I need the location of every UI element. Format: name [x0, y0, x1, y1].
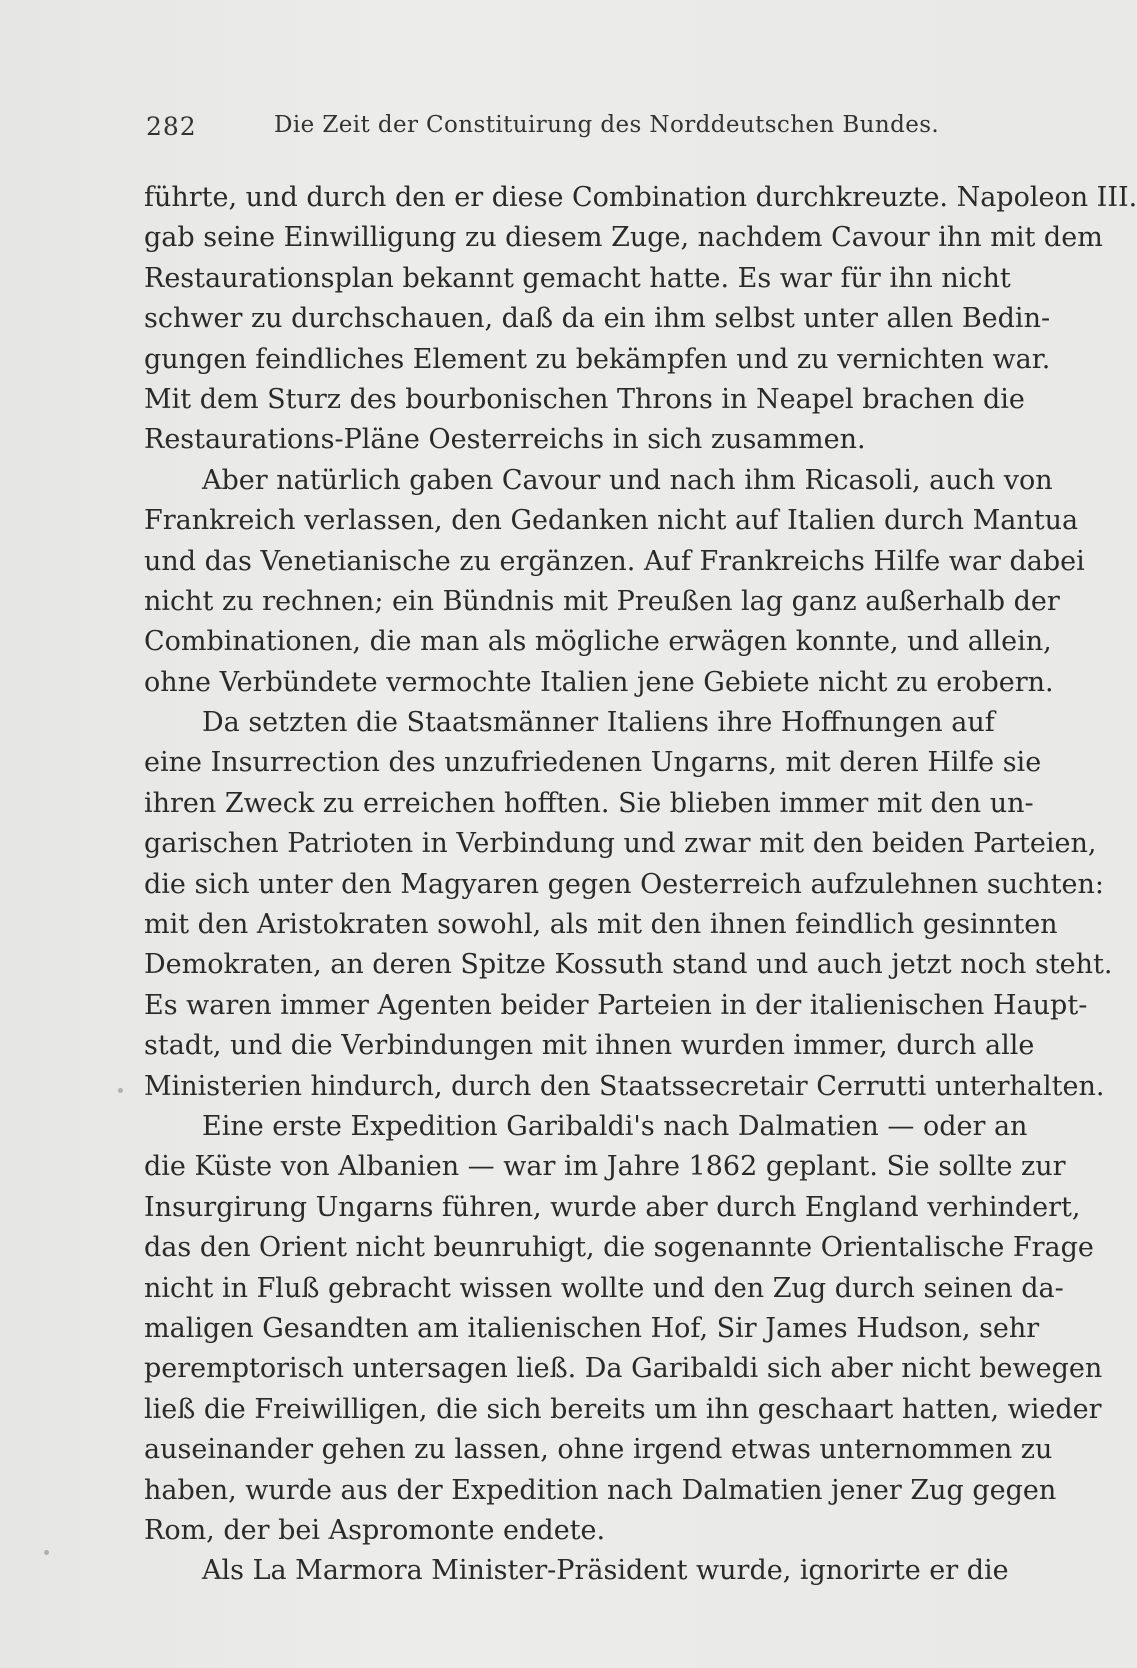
text-line: Es waren immer Agenten beider Parteien in der italienischen Haupt-	[144, 989, 1088, 1021]
text-line: Ministerien hindurch, durch den Staatssecretair Cerrutti unterhalten.	[144, 1070, 1105, 1102]
text-line: das den Orient nicht beunruhigt, die sogenannte Orientalische Frage	[144, 1232, 1094, 1264]
text-line: Restaurations-Pläne Oesterreichs in sich zusammen.	[144, 424, 866, 456]
text-line: Eine erste Expedition Garibaldi's nach Dalmatien — oder an	[202, 1110, 1028, 1142]
text-line: gungen feindliches Element zu bekämpfen und zu vernichten war.	[144, 343, 1051, 375]
text-line: Insurgirung Ungarns führen, wurde aber durch England verhindert,	[144, 1191, 1081, 1223]
body-text	[144, 178, 1137, 1592]
text-line: stadt, und die Verbindungen mit ihnen wurden immer, durch alle	[144, 1030, 1035, 1062]
running-title: Die Zeit der Constituirung des Norddeutschen Bundes.	[274, 112, 940, 138]
text-line: garischen Patrioten in Verbindung und zwar mit den beiden Parteien,	[144, 828, 1097, 860]
text-line: ihren Zweck zu erreichen hofften. Sie blieben immer mit den un-	[144, 787, 1034, 819]
text-line: schwer zu durchschauen, daß da ein ihm selbst unter allen Bedin-	[144, 303, 1051, 335]
paper-blemish	[118, 1088, 123, 1093]
text-line: gab seine Einwilligung zu diesem Zuge, nachdem Cavour ihn mit dem	[144, 222, 1103, 254]
paper-blemish	[44, 1550, 49, 1555]
text-line: peremptorisch untersagen ließ. Da Garibaldi sich aber nicht bewegen	[144, 1353, 1103, 1385]
text-line: ohne Verbündete vermochte Italien jene Gebiete nicht zu erobern.	[144, 666, 1054, 698]
text-line: haben, wurde aus der Expedition nach Dalmatien jener Zug gegen	[144, 1474, 1057, 1506]
text-line: Frankreich verlassen, den Gedanken nicht auf Italien durch Mantua	[144, 505, 1079, 537]
page-header	[146, 112, 940, 148]
text-line: Restaurationsplan bekannt gemacht hatte. Es war für ihn nicht	[144, 262, 1011, 294]
text-line: mit den Aristokraten sowohl, als mit den ihnen feindlich gesinnten	[144, 909, 1058, 941]
text-line: nicht zu rechnen; ein Bündnis mit Preußen lag ganz außerhalb der	[144, 585, 1060, 617]
text-line: Aber natürlich gaben Cavour und nach ihm Ricasoli, auch von	[202, 464, 1053, 496]
text-line: Demokraten, an deren Spitze Kossuth stand und auch jetzt noch steht.	[144, 949, 1113, 981]
text-line: ließ die Freiwilligen, die sich bereits um ihn geschaart hatten, wieder	[144, 1393, 1102, 1425]
text-line: Als La Marmora Minister-Präsident wurde, ignorirte er die	[202, 1555, 1009, 1587]
text-line: führte, und durch den er diese Combination durchkreuzte. Napoleon III.	[144, 182, 1137, 213]
text-line: Combinationen, die man als mögliche erwägen konnte, und allein,	[144, 626, 1052, 658]
page-number: 282	[146, 112, 197, 141]
text-line: eine Insurrection des unzufriedenen Ungarns, mit deren Hilfe sie	[144, 747, 1042, 779]
text-line: maligen Gesandten am italienischen Hof, Sir James Hudson, sehr	[144, 1312, 1040, 1344]
text-line: Mit dem Sturz des bourbonischen Throns in Neapel brachen die	[144, 383, 1025, 415]
text-line: die sich unter den Magyaren gegen Oesterreich aufzulehnen suchten:	[144, 868, 1104, 900]
text-line: und das Venetianische zu ergänzen. Auf Frankreichs Hilfe war dabei	[144, 545, 1085, 577]
text-line: die Küste von Albanien — war im Jahre 1862 geplant. Sie sollte zur	[144, 1151, 1066, 1183]
text-line: auseinander gehen zu lassen, ohne irgend etwas unternommen zu	[144, 1434, 1053, 1466]
text-line: Da setzten die Staatsmänner Italiens ihre Hoffnungen auf	[202, 707, 995, 739]
text-line: nicht in Fluß gebracht wissen wollte und den Zug durch seinen da-	[144, 1272, 1064, 1304]
text-line: Rom, der bei Aspromonte endete.	[144, 1514, 606, 1546]
